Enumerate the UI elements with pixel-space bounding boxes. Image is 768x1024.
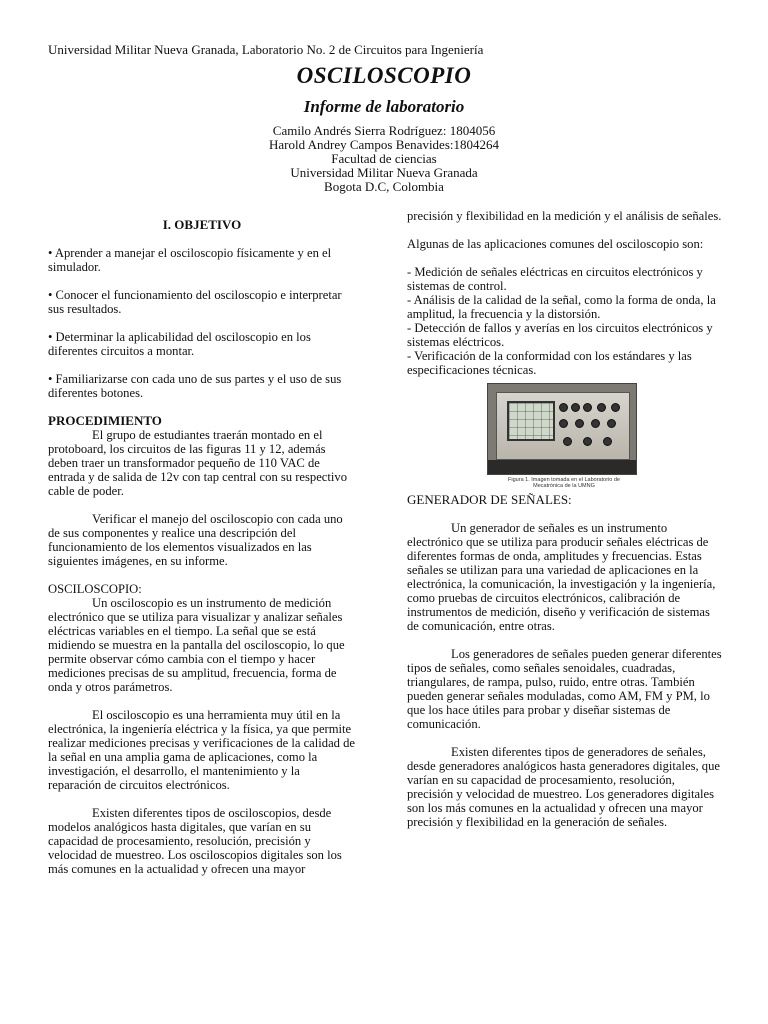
paragraph: Los generadores de señales pueden generar diferentes tipos de señales, como señales senoidales, cuadradas, triangulares, de rampa, pulso, ruido, entre otras. También pueden generar señales moduladas, como AM, FM y PM, lo que los hace útiles para probar y diseñar sistemas de comunicación. xyxy=(407,647,722,731)
oscilloscope-body xyxy=(496,392,630,460)
applications-intro: Algunas de las aplicaciones comunes del osciloscopio son: xyxy=(407,237,704,251)
paragraph: Verificar el manejo del osciloscopio con cada uno de sus componentes y realice una descripción del funcionamiento de los elementos visualizados en las siguientes imágenes, en su informe. xyxy=(48,512,343,568)
knob-icon xyxy=(559,419,568,428)
objective-bullet: • Aprender a manejar el osciloscopio físicamente y en el simulador. xyxy=(48,246,332,274)
faculty-line: Facultad de ciencias xyxy=(331,151,437,166)
oscilloscope-screen xyxy=(507,401,555,441)
procedimiento-heading: PROCEDIMIENTO xyxy=(48,413,162,428)
document-title: OSCILOSCOPIO xyxy=(296,63,472,88)
knob-icon xyxy=(611,403,620,412)
knob-icon xyxy=(559,403,568,412)
objective-bullet: • Determinar la aplicabilidad del osciloscopio en los diferentes circuitos a montar. xyxy=(48,330,311,358)
application-item: - Detección de fallos y averías en los circuitos electrónicos y sistemas eléctricos. xyxy=(407,321,713,349)
osciloscopio-heading: OSCILOSCOPIO: xyxy=(48,582,142,596)
knob-icon xyxy=(583,437,592,446)
paragraph-continuation: precisión y flexibilidad en la medición y el análisis de señales. xyxy=(407,209,722,223)
author-line: Camilo Andrés Sierra Rodríguez: 1804056 xyxy=(272,123,496,138)
paragraph: Existen diferentes tipos de generadores de señales, desde generadores analógicos hasta generadores digitales, que varían en su capacidad de procesamiento, resolución, precisión y velocidad de muestreo. Los generadores digitales son los más comunes en la actualidad y ofrecen una mayor precisión y flexibilidad en la generación de señales. xyxy=(407,745,720,829)
paragraph: El grupo de estudiantes traerán montado en el protoboard, los circuitos de las figuras 11 y 12, además deben traer un transformador pequeño de 110 VAC de entrada y de salida de 12v con tap central con su respectivo cable de poder. xyxy=(48,428,347,498)
knob-icon xyxy=(597,403,606,412)
application-item: - Medición de señales eléctricas en circuitos electrónicos y sistemas de control. xyxy=(407,265,703,293)
location-line: Bogota D.C, Colombia xyxy=(324,179,444,194)
knob-icon xyxy=(571,403,580,412)
author-block xyxy=(0,124,768,194)
objetivo-heading: I. OBJETIVO xyxy=(162,217,242,232)
left-column xyxy=(48,214,356,876)
knob-icon xyxy=(603,437,612,446)
objective-bullet: • Conocer el funcionamiento del osciloscopio e interpretar sus resultados. xyxy=(48,288,342,316)
paragraph: Existen diferentes tipos de osciloscopios, desde modelos analógicos hasta digitales, que varían en su capacidad de procesamiento, resolución, precisión y velocidad de muestreo. Los osciloscopios digitales son los más comunes en la actualidad y ofrecen una mayor xyxy=(48,806,342,876)
right-column xyxy=(407,209,724,829)
oscilloscope-photo xyxy=(487,383,637,475)
paragraph: Un osciloscopio es un instrumento de medición electrónico que se utiliza para visualizar y analizar señales eléctricas variables en el tiempo. La señal que se está midiendo se muestra en la pantalla del osciloscopio, lo que permite observar cómo cambia con el tiempo y hacer mediciones precisas de su amplitud, frecuencia, forma de onda y otros parámetros. xyxy=(48,596,345,694)
objective-bullet: • Familiarizarse con cada uno de sus partes y el uso de sus diferentes botones. xyxy=(48,372,342,400)
paragraph: El osciloscopio es una herramienta muy útil en la electrónica, la ingeniería eléctrica y la física, ya que permite realizar mediciones precisas y verificaciones de la calidad de la señal en una amplia gama de aplicaciones, como la investigación, el desarrollo, el mantenimiento y la reparación de circuitos electrónicos. xyxy=(48,708,355,792)
knob-icon xyxy=(591,419,600,428)
document-subtitle: Informe de laboratorio xyxy=(303,97,465,116)
author-line: Harold Andrey Campos Benavides:1804264 xyxy=(269,137,499,152)
application-item: - Análisis de la calidad de la señal, como la forma de onda, la amplitud, la frecuencia y la distorsión. xyxy=(407,293,716,321)
application-item: - Verificación de la conformidad con los estándares y las especificaciones técnicas. xyxy=(407,349,692,377)
university-line: Universidad Militar Nueva Granada xyxy=(290,165,478,180)
knob-icon xyxy=(583,403,592,412)
knob-icon xyxy=(563,437,572,446)
knob-icon xyxy=(607,419,616,428)
bench-surface xyxy=(488,460,636,474)
knob-icon xyxy=(575,419,584,428)
figure-caption: Figura 1. Imagen tomada en el Laboratorio de Mecatrónica de la UMNG xyxy=(508,477,620,489)
running-head: Universidad Militar Nueva Granada, Laboratorio No. 2 de Circuitos para Ingeniería xyxy=(48,42,484,57)
paragraph: Un generador de señales es un instrumento electrónico que se utiliza para producir señales eléctricas de diferentes formas de onda, amplitudes y frecuencias. Estas señales se utilizan para una variedad de aplicaciones en la electrónica, la comunicación, la investigación y la ingeniería, como pruebas de circuitos electrónicos, calibración de instrumentos de medición, diseño y verificación de sistemas de comunicación, entre otras. xyxy=(407,521,716,633)
generador-heading: GENERADOR DE SEÑALES: xyxy=(407,492,572,507)
